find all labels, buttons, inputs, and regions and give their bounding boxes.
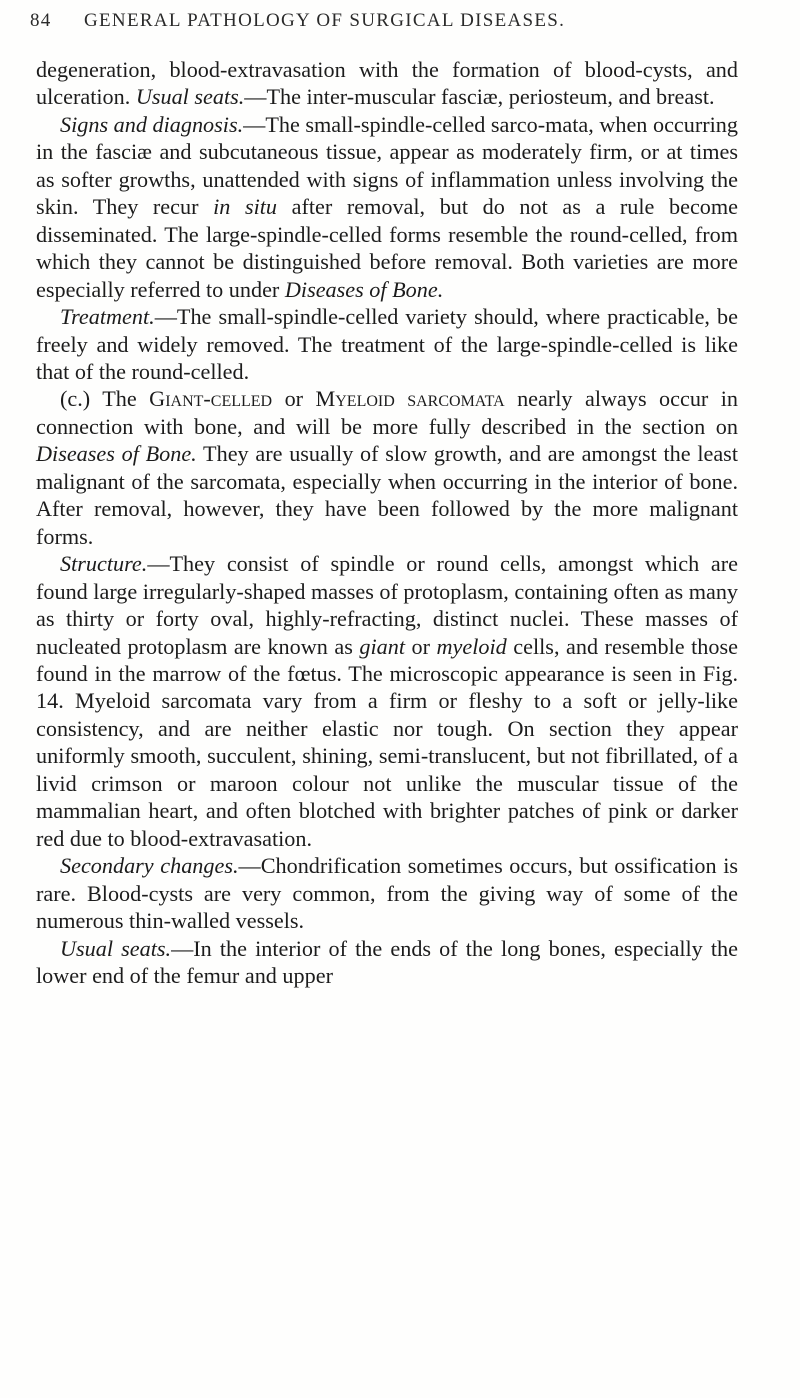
paragraph xyxy=(36,56,738,111)
small-caps-run: Myeloid sarcomata xyxy=(315,386,505,412)
italic-run: Signs and diagnosis. xyxy=(60,111,244,137)
small-caps-run: Giant-celled xyxy=(149,386,273,412)
italic-run: in situ xyxy=(213,194,278,220)
text-run: They are usually of slow growth, and are amongst the least malignant of the sarcomata, especially when occurring in the interior of bone. After removal, however, they have been followed by the more malignant forms. xyxy=(36,441,738,549)
text-run: after removal, but do not as a rule become disseminated. The large-spindle-celled forms resemble the round-celled, from which they cannot be distinguished before removal. Both varieties are more especially referred to under xyxy=(36,194,738,302)
italic-run: Diseases of Bone. xyxy=(284,276,444,302)
running-head xyxy=(30,10,740,40)
italic-run: myeloid xyxy=(436,633,507,659)
text-run: —Chondrification sometimes occurs, but ossification is rare. Blood-cysts are very common, from the giving way of some of the numerous thin-walled vessels. xyxy=(36,853,739,934)
italic-run: Usual seats. xyxy=(60,935,172,961)
text-run: nearly always occur in connection with bone, and will be more fully described in the section on xyxy=(36,386,739,439)
paragraph xyxy=(36,550,738,852)
text-run: cells, and resemble those found in the marrow of the fœtus. The microscopic appearance is seen in Fig. 14. Myeloid sarcomata vary from a firm or fleshy to a soft or jelly-like consistency, and are neither elastic nor tough. On section they appear uniformly smooth, succulent, shining, semi-translucent, but not fibrillated, of a livid crimson or maroon colour not unlike the muscular tissue of the mammalian heart, and often blotched with brighter patches of pink or darker red due to blood-extravasation. xyxy=(36,633,738,851)
text-run: (c.) The xyxy=(60,386,150,412)
paragraph xyxy=(36,852,738,934)
text-run: or xyxy=(272,386,316,412)
text-run: degeneration, blood-extravasation with the formation of blood-cysts, and ulceration. xyxy=(36,57,738,110)
text-run: —They consist of spindle or round cells, amongst which are found large irregularly-shaped masses of protoplasm, containing often as many as thirty or forty oval, highly-refracting, distinct nuclei. These masses of nucleated protoplasm are known as xyxy=(36,551,739,659)
text-run: or xyxy=(405,633,437,659)
italic-run: Secondary changes. xyxy=(60,853,239,879)
text-run: —The small-spindle-celled sarco-mata, when occurring in the fasciæ and subcutaneous tissue, appear as moderately firm, or at times as softer growths, unattended with signs of inflammation unless involving the skin. They recur xyxy=(36,111,738,220)
text-run: —In the interior of the ends of the long bones, especially the lower end of the femur and upper xyxy=(36,935,738,988)
italic-run: Usual seats. xyxy=(135,84,245,110)
italic-run: giant xyxy=(359,633,405,659)
italic-run: Treatment. xyxy=(60,304,155,330)
paragraph xyxy=(36,385,738,550)
paragraph xyxy=(36,303,738,385)
body-text xyxy=(36,56,738,989)
text-run: —The small-spindle-celled variety should, where practicable, be freely and widely removed. The treatment of the large-spindle-celled is like that of the round-celled. xyxy=(36,304,738,384)
running-title: GENERAL PATHOLOGY OF SURGICAL DISEASES. xyxy=(84,10,566,31)
paragraph xyxy=(36,935,738,990)
italic-run: Structure. xyxy=(60,551,148,577)
text-run: —The inter-muscular fasciæ, periosteum, and breast. xyxy=(244,84,715,110)
italic-run: Diseases of Bone. xyxy=(36,441,197,467)
page-number: 84 xyxy=(30,10,52,31)
paragraph xyxy=(36,111,738,303)
